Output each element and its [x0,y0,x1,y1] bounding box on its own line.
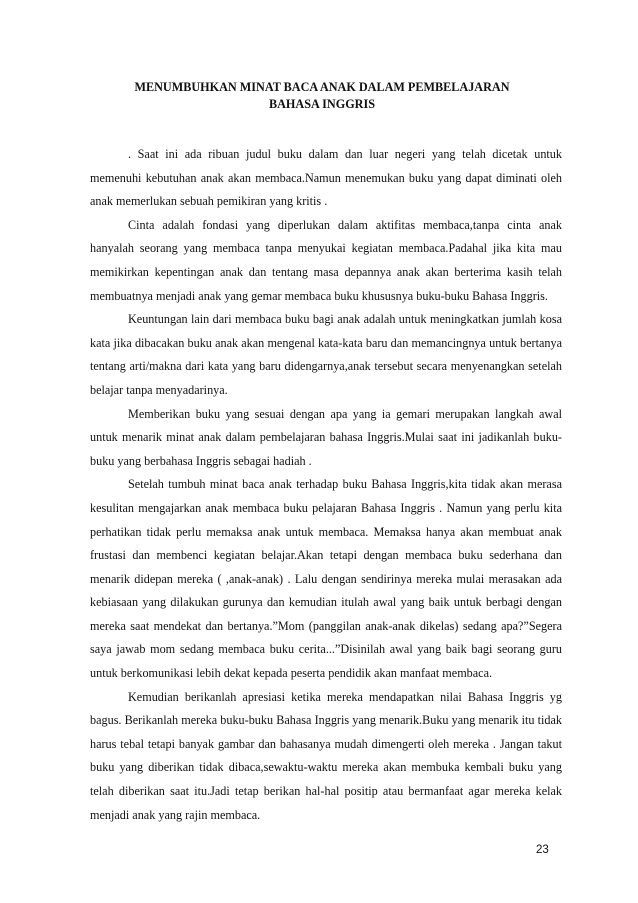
paragraph-4: Memberikan buku yang sesuai dengan apa yang ia gemari merupakan langkah awal untuk menarik minat anak dalam pembelajaran bahasa Inggris.Mulai saat ini jadikanlah buku-buku yang berbahasa Inggris sebagai hadiah . [90,406,562,468]
paragraph-1: . Saat ini ada ribuan judul buku dalam dan luar negeri yang telah dicetak untuk memenuhi kebutuhan anak akan membaca.Namun menemukan buku yang dapat diminati oleh anak memerlukan sebuah pemikiran yang kritis . [90,147,562,209]
paragraph-5: Setelah tumbuh minat baca anak terhadap buku Bahasa Inggris,kita tidak akan merasa kesulitan mengajarkan anak membaca buku pelajaran Bahasa Inggris . Namun yang perlu kita perhatikan tidak perlu memaksa anak untuk membaca. Memaksa hanya akan membuat anak frustasi dan membenci kegiatan belajar.Akan tetapi dengan membaca buku sederhana dan menarik didepan mereka ( ,anak-anak) . Lalu dengan sendirinya mereka mulai merasakan ada kebiasaan yang dilakukan gurunya dan kemudian itulah awal yang baik untuk berbagi dengan mereka saat mendekat dan bertanya.”Mom (panggilan anak-anak dikelas) sedang apa?”Segera saya jawab mom sedang membaca buku cerita...”Disinilah awal yang baik bagi seorang guru untuk berkomunikasi lebih dekat kepada peserta pendidik akan manfaat membaca. [90,477,562,681]
paragraph-6: Kemudian berikanlah apresiasi ketika mereka mendapatkan nilai Bahasa Inggris yg bagus. Berikanlah mereka buku-buku Bahasa Inggris yang menarik.Buku yang menarik itu tidak harus tebal tetapi banyak gambar dan bahasanya mudah dimengerti oleh mereka . Jangan takut buku yang diberikan tidak dibaca,sewaktu-waktu mereka akan membuka kembali buku yang telah diberikan saat itu.Jadi tetap berikan hal-hal positip atau bermanfaat agar mereka kelak menjadi anak yang rajin membaca. [90,689,562,822]
page-number: 23 [536,844,549,856]
paragraph-2: Cinta adalah fondasi yang diperlukan dalam aktifitas membaca,tanpa cinta anak hanyalah seorang yang membaca tanpa menyukai kegiatan membaca.Padahal jika kita mau memikirkan kepentingan anak dan tentang masa depannya anak akan berterima kasih telah membuatnya menjadi anak yang gemar membaca buku khususnya buku-buku Bahasa Inggris. [90,217,562,303]
document-title-line-1: MENUMBUHKAN MINAT BACA ANAK DALAM PEMBELAJARAN [134,80,510,94]
document-body [90,143,562,827]
paragraph-3: Keuntungan lain dari membaca buku bagi anak adalah untuk meningkatkan jumlah kosa kata jika dibacakan buku anak akan mengenal kata-kata baru dan memancingnya untuk bertanya tentang arti/makna dari kata yang baru didengarnya,anak tersebut secara menyenangkan setelah belajar tanpa menyadarinya. [90,312,562,397]
document-title-line-2: BAHASA INGGRIS [269,97,375,111]
